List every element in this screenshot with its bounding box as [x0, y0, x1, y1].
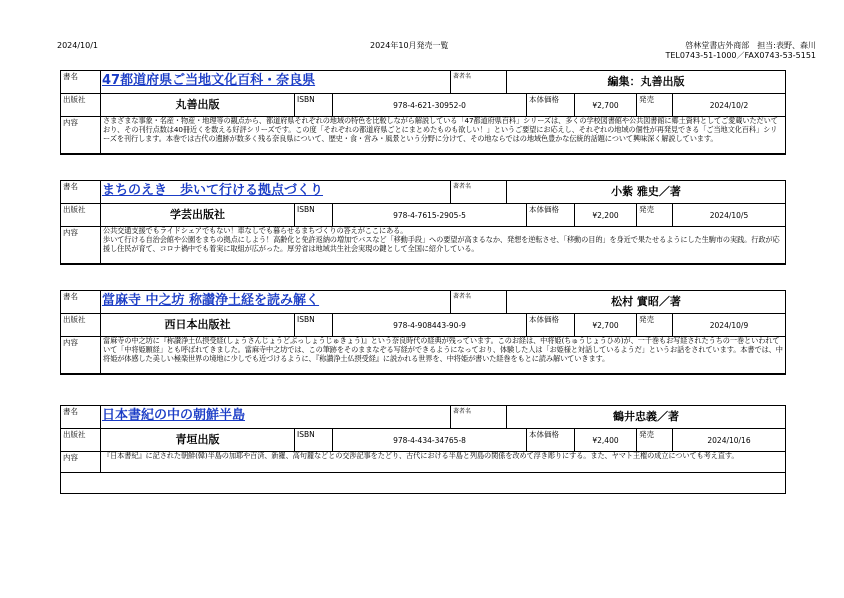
book-publisher: 学芸出版社 — [101, 204, 295, 226]
book-publisher: 西日本出版社 — [101, 314, 295, 336]
content-label: 内容 — [61, 337, 101, 373]
book-title: 當麻寺 中之坊 称讃浄土経を読み解く — [101, 291, 451, 313]
price-label: 本体価格 — [527, 429, 575, 451]
page-title: 2024年10月発売一覧 — [370, 41, 449, 50]
book-entry — [60, 70, 786, 155]
title-label: 書名 — [61, 406, 101, 428]
company-name: 啓林堂書店外商部 担当:表野、森川 — [685, 41, 816, 50]
isbn-label: ISBN — [295, 94, 333, 116]
book-isbn: 978-4-7615-2905-5 — [333, 204, 527, 226]
content-label: 内容 — [61, 452, 101, 472]
title-label: 書名 — [61, 291, 101, 313]
book-price: ¥2,400 — [575, 429, 637, 451]
book-price: ¥2,700 — [575, 314, 637, 336]
publisher-label: 出版社 — [61, 314, 101, 336]
book-content: さまざまな事象・名産・物産・地理等の観点から、都道府県それぞれの地域の特色を比較しながら解説している「47都道府県百科」シリーズは、多くの学校図書館や公共図書館に郷土資料としてご愛蔵いただいており、その刊行点数は40冊近くを数える好評シリーズです。この度「それぞれの都道府県ごとにまとめたものも欲しい！」というご要望にお応えし、それぞれの地域の個性が再発見できる「ご当地文化百科」シリーズを刊行します。本巻では古代の遺跡が数多く残る奈良県について、歴史・食・営み・風景という分野に分けて、その地ならではの地域色豊かな伝統的話題について興味深く解説しています。 — [103, 116, 778, 143]
title-label: 書名 — [61, 181, 101, 203]
book-entry — [60, 405, 786, 494]
release-label: 発売 — [637, 94, 673, 116]
price-label: 本体価格 — [527, 94, 575, 116]
isbn-label: ISBN — [295, 314, 333, 336]
book-publisher: 丸善出版 — [101, 94, 295, 116]
price-label: 本体価格 — [527, 314, 575, 336]
book-title: 日本書紀の中の朝鮮半島 — [101, 406, 451, 428]
author-label: 著者名 — [451, 71, 507, 93]
isbn-label: ISBN — [295, 429, 333, 451]
publisher-label: 出版社 — [61, 204, 101, 226]
book-isbn: 978-4-908443-90-9 — [333, 314, 527, 336]
company-info — [665, 41, 816, 61]
list-date: 2024/10/1 — [57, 41, 99, 50]
book-entry — [60, 180, 786, 265]
book-entry — [60, 290, 786, 375]
book-price: ¥2,200 — [575, 204, 637, 226]
content-label: 内容 — [61, 227, 101, 263]
book-release: 2024/10/2 — [709, 101, 749, 110]
book-release: 2024/10/16 — [707, 436, 751, 445]
author-label: 著者名 — [451, 291, 507, 313]
price-label: 本体価格 — [527, 204, 575, 226]
book-release: 2024/10/9 — [709, 321, 749, 330]
book-author: 編集：丸善出版 — [607, 75, 685, 88]
content-spacer-row — [61, 473, 785, 493]
title-label: 書名 — [61, 71, 101, 93]
author-label: 著者名 — [451, 406, 507, 428]
release-label: 発売 — [637, 204, 673, 226]
book-author: 松村 實昭／著 — [611, 295, 681, 308]
book-title: まちのえき 歩いて行ける拠点づくり — [101, 181, 451, 203]
publisher-label: 出版社 — [61, 94, 101, 116]
company-contact: TEL0743-51-1000／FAX0743-53-5151 — [665, 51, 816, 60]
book-price: ¥2,700 — [575, 94, 637, 116]
book-content: 『日本書紀』に記された朝鮮(韓)半島の加耶や百済、新羅、高句麗などとの交渉記事をたどり、古代における半島と列島の関係を改めて浮き彫りにする。また、ヤマト王権の成立についても考え直す。 — [103, 451, 739, 460]
book-author: 小紫 雅史／著 — [611, 185, 681, 198]
book-publisher: 青垣出版 — [101, 429, 295, 451]
book-isbn: 978-4-434-34765-8 — [333, 429, 527, 451]
book-content: 當麻寺の中之坊に『称讃浄土仏摂受経(しょうさんじょうどぶっしょうじゅきょう)』という奈良時代の経典が残っています。このお経は、中将姫(ちゅうじょうひめ)が、一千巻もお写経されたうちの一巻といわれていて「中将姫願経」とも呼ばれてきました。當麻寺中之坊では、この筆跡をそのままなぞる写経ができるようになっており、体験した人は「お姫様と対話しているようだ」というお話をされています。本書では、中将姫が体感した美しい極楽世界の境地に少しでも近づけるように、『称讃浄土仏摂受経』に説かれる世界を、中将姫が書いた経巻をもとに読み解いていきます。 — [103, 336, 783, 363]
book-release: 2024/10/5 — [709, 211, 749, 220]
book-title: 47都道府県ご当地文化百科・奈良県 — [101, 71, 451, 93]
release-label: 発売 — [637, 314, 673, 336]
book-isbn: 978-4-621-30952-0 — [333, 94, 527, 116]
content-label: 内容 — [61, 117, 101, 153]
book-author: 鶴井忠義／著 — [613, 410, 679, 423]
book-content: 公共交通支援でもライドシェアでもない！車なしでも暮らせるまちづくりの答えがここにある。 歩いて行ける自治会館や公園をまちの拠点にしよう！高齢化と免許返納の増加でバスなど「移動手段」への要望が高まるなか、発想を逆転させ、「移動の目的」を身近で果たせるようにした生駒市の実践。行政が応援し住民が育て、コロナ禍中でも着実に取組が広がった。厚労省は地域共生社会実現の鍵として全国に紹介している。 — [103, 226, 780, 253]
isbn-label: ISBN — [295, 204, 333, 226]
publisher-label: 出版社 — [61, 429, 101, 451]
release-label: 発売 — [637, 429, 673, 451]
author-label: 著者名 — [451, 181, 507, 203]
